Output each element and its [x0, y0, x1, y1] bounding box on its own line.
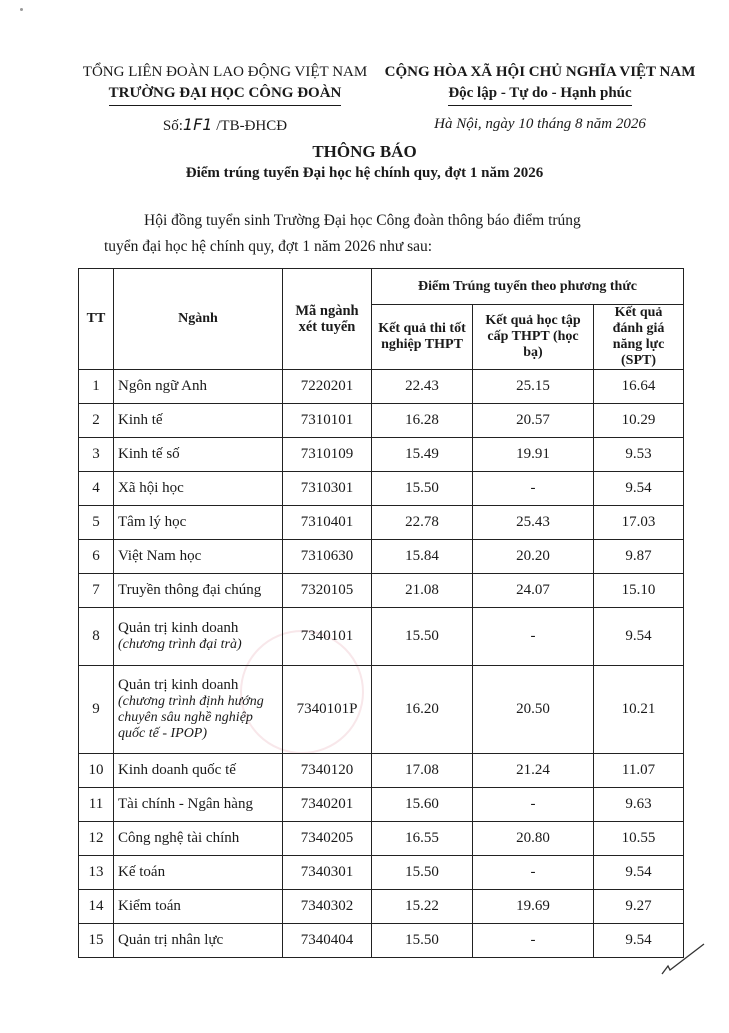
row-number: 13	[79, 856, 114, 890]
score-spt: 9.54	[594, 856, 684, 890]
major-name: Quản trị kinh doanh	[118, 677, 239, 693]
header-tt: TT	[79, 269, 114, 370]
score-thpt-exam: 22.43	[372, 370, 473, 404]
table-row	[79, 924, 684, 958]
table-row	[79, 608, 684, 666]
major-code: 7320105	[283, 574, 372, 608]
score-spt: 9.53	[594, 438, 684, 472]
issue-date: Hà Nội, ngày 10 tháng 8 năm 2026	[434, 116, 646, 132]
score-thpt-exam: 16.20	[372, 666, 473, 754]
school-name: TRƯỜNG ĐẠI HỌC CÔNG ĐOÀN	[109, 83, 342, 106]
score-transcript: 20.80	[473, 822, 594, 856]
major-code: 7340201	[283, 788, 372, 822]
major-name: Tài chính - Ngân hàng	[118, 796, 253, 812]
major-name: Kinh tế	[118, 412, 163, 428]
major-name-cell	[114, 924, 283, 958]
major-name-cell	[114, 404, 283, 438]
score-thpt-exam: 15.84	[372, 540, 473, 574]
major-code: 7310109	[283, 438, 372, 472]
major-code: 7310301	[283, 472, 372, 506]
scan-speck	[20, 8, 23, 11]
header-left	[70, 62, 380, 137]
row-number: 12	[79, 822, 114, 856]
major-name-cell	[114, 666, 283, 754]
score-spt: 9.87	[594, 540, 684, 574]
row-number: 15	[79, 924, 114, 958]
major-code: 7340101	[283, 608, 372, 666]
table-row	[79, 822, 684, 856]
header-method-group: Điểm Trúng tuyển theo phương thức	[372, 269, 684, 305]
score-thpt-exam: 15.22	[372, 890, 473, 924]
handwritten-mark	[658, 940, 708, 980]
score-thpt-exam: 21.08	[372, 574, 473, 608]
score-thpt-exam: 15.60	[372, 788, 473, 822]
score-thpt-exam: 15.50	[372, 608, 473, 666]
major-code: 7220201	[283, 370, 372, 404]
score-thpt-exam: 17.08	[372, 754, 473, 788]
score-thpt-exam: 15.50	[372, 856, 473, 890]
major-code: 7340120	[283, 754, 372, 788]
score-spt: 9.54	[594, 608, 684, 666]
country-name: CỘNG HÒA XÃ HỘI CHỦ NGHĨA VIỆT NAM	[384, 64, 696, 80]
header-right	[380, 62, 700, 135]
score-transcript: -	[473, 924, 594, 958]
score-transcript: 20.20	[473, 540, 594, 574]
score-transcript: 19.91	[473, 438, 594, 472]
major-code: 7310101	[283, 404, 372, 438]
score-transcript: 20.50	[473, 666, 594, 754]
major-name: Xã hội học	[118, 480, 184, 496]
score-transcript: -	[473, 788, 594, 822]
score-spt: 15.10	[594, 574, 684, 608]
row-number: 8	[79, 608, 114, 666]
score-spt: 9.27	[594, 890, 684, 924]
score-transcript: 21.24	[473, 754, 594, 788]
table-row	[79, 370, 684, 404]
table-row	[79, 890, 684, 924]
major-name: Kinh doanh quốc tế	[118, 762, 236, 778]
score-spt: 17.03	[594, 506, 684, 540]
score-thpt-exam: 22.78	[372, 506, 473, 540]
intro-paragraph	[104, 208, 664, 260]
score-transcript: 19.69	[473, 890, 594, 924]
admission-scores-table	[78, 268, 684, 958]
header-method-2: Kết quả học tập cấp THPT (học bạ)	[473, 305, 594, 370]
table-row	[79, 540, 684, 574]
score-transcript: 25.15	[473, 370, 594, 404]
major-name: Truyền thông đại chúng	[118, 582, 262, 598]
major-name-cell	[114, 506, 283, 540]
score-transcript: -	[473, 608, 594, 666]
row-number: 5	[79, 506, 114, 540]
score-spt: 9.54	[594, 472, 684, 506]
major-name-cell	[114, 822, 283, 856]
table-row	[79, 754, 684, 788]
major-code: 7340205	[283, 822, 372, 856]
major-code: 7310630	[283, 540, 372, 574]
national-motto: Độc lập - Tự do - Hạnh phúc	[448, 83, 631, 106]
score-spt: 16.64	[594, 370, 684, 404]
row-number: 14	[79, 890, 114, 924]
score-thpt-exam: 16.28	[372, 404, 473, 438]
score-spt: 9.63	[594, 788, 684, 822]
score-transcript: -	[473, 856, 594, 890]
major-name-cell	[114, 890, 283, 924]
major-name: Kiểm toán	[118, 898, 181, 914]
document-title: THÔNG BÁO	[312, 142, 417, 161]
major-program-note: (chương trình đại trà)	[118, 637, 242, 652]
header-method-1: Kết quả thi tốt nghiệp THPT	[372, 305, 473, 370]
row-number: 3	[79, 438, 114, 472]
major-name-cell	[114, 574, 283, 608]
major-name: Tâm lý học	[118, 514, 187, 530]
organization-name: TỔNG LIÊN ĐOÀN LAO ĐỘNG VIỆT NAM	[82, 64, 368, 80]
row-number: 4	[79, 472, 114, 506]
score-spt: 9.54	[594, 924, 684, 958]
major-name-cell	[114, 540, 283, 574]
header-name: Ngành	[114, 269, 283, 370]
row-number: 11	[79, 788, 114, 822]
table-row	[79, 506, 684, 540]
major-name-cell	[114, 856, 283, 890]
reference-suffix: /TB-ĐHCĐ	[216, 118, 288, 134]
table-row	[79, 788, 684, 822]
intro-line-2: tuyển đại học hệ chính quy, đợt 1 năm 2026 như sau:	[104, 238, 433, 255]
score-spt: 10.55	[594, 822, 684, 856]
major-name-cell	[114, 788, 283, 822]
score-spt: 10.29	[594, 404, 684, 438]
major-name-cell	[114, 608, 283, 666]
major-name-cell	[114, 754, 283, 788]
reference-prefix: Số:	[162, 118, 183, 134]
score-transcript: 24.07	[473, 574, 594, 608]
score-thpt-exam: 15.49	[372, 438, 473, 472]
major-name: Kế toán	[118, 864, 166, 880]
score-spt: 10.21	[594, 666, 684, 754]
major-name: Việt Nam học	[118, 548, 202, 564]
table-row	[79, 856, 684, 890]
header-code: Mã ngành xét tuyển	[283, 269, 372, 370]
table-row	[79, 472, 684, 506]
table-row	[79, 574, 684, 608]
row-number: 1	[79, 370, 114, 404]
major-code: 7340404	[283, 924, 372, 958]
major-code: 7340302	[283, 890, 372, 924]
score-thpt-exam: 16.55	[372, 822, 473, 856]
score-thpt-exam: 15.50	[372, 472, 473, 506]
table-row	[79, 666, 684, 754]
document-reference	[70, 114, 380, 137]
row-number: 9	[79, 666, 114, 754]
score-thpt-exam: 15.50	[372, 924, 473, 958]
row-number: 7	[79, 574, 114, 608]
major-code: 7310401	[283, 506, 372, 540]
header-method-3: Kết quả đánh giá năng lực (SPT)	[594, 305, 684, 370]
major-name: Công nghệ tài chính	[118, 830, 240, 846]
intro-line-1: Hội đồng tuyển sinh Trường Đại học Công đoàn thông báo điểm trúng	[144, 212, 581, 229]
major-program-note: (chương trình định hướng chuyên sâu nghề nghiệp quốc tế - IPOP)	[118, 694, 264, 741]
document-subtitle: Điểm trúng tuyển Đại học hệ chính quy, đợt 1 năm 2026	[185, 165, 544, 181]
table-body	[79, 370, 684, 958]
score-spt: 11.07	[594, 754, 684, 788]
major-name-cell	[114, 438, 283, 472]
table-row	[79, 438, 684, 472]
major-name: Quản trị kinh doanh	[118, 620, 239, 636]
major-name-cell	[114, 472, 283, 506]
score-transcript: -	[473, 472, 594, 506]
row-number: 2	[79, 404, 114, 438]
major-name-cell	[114, 370, 283, 404]
row-number: 10	[79, 754, 114, 788]
major-name: Ngôn ngữ Anh	[118, 378, 207, 394]
row-number: 6	[79, 540, 114, 574]
score-transcript: 20.57	[473, 404, 594, 438]
reference-number: 1F1	[182, 115, 213, 134]
major-code: 7340101P	[283, 666, 372, 754]
major-name: Kinh tế số	[118, 446, 180, 462]
major-name: Quản trị nhân lực	[118, 932, 224, 948]
score-transcript: 25.43	[473, 506, 594, 540]
table-row	[79, 404, 684, 438]
major-code: 7340301	[283, 856, 372, 890]
